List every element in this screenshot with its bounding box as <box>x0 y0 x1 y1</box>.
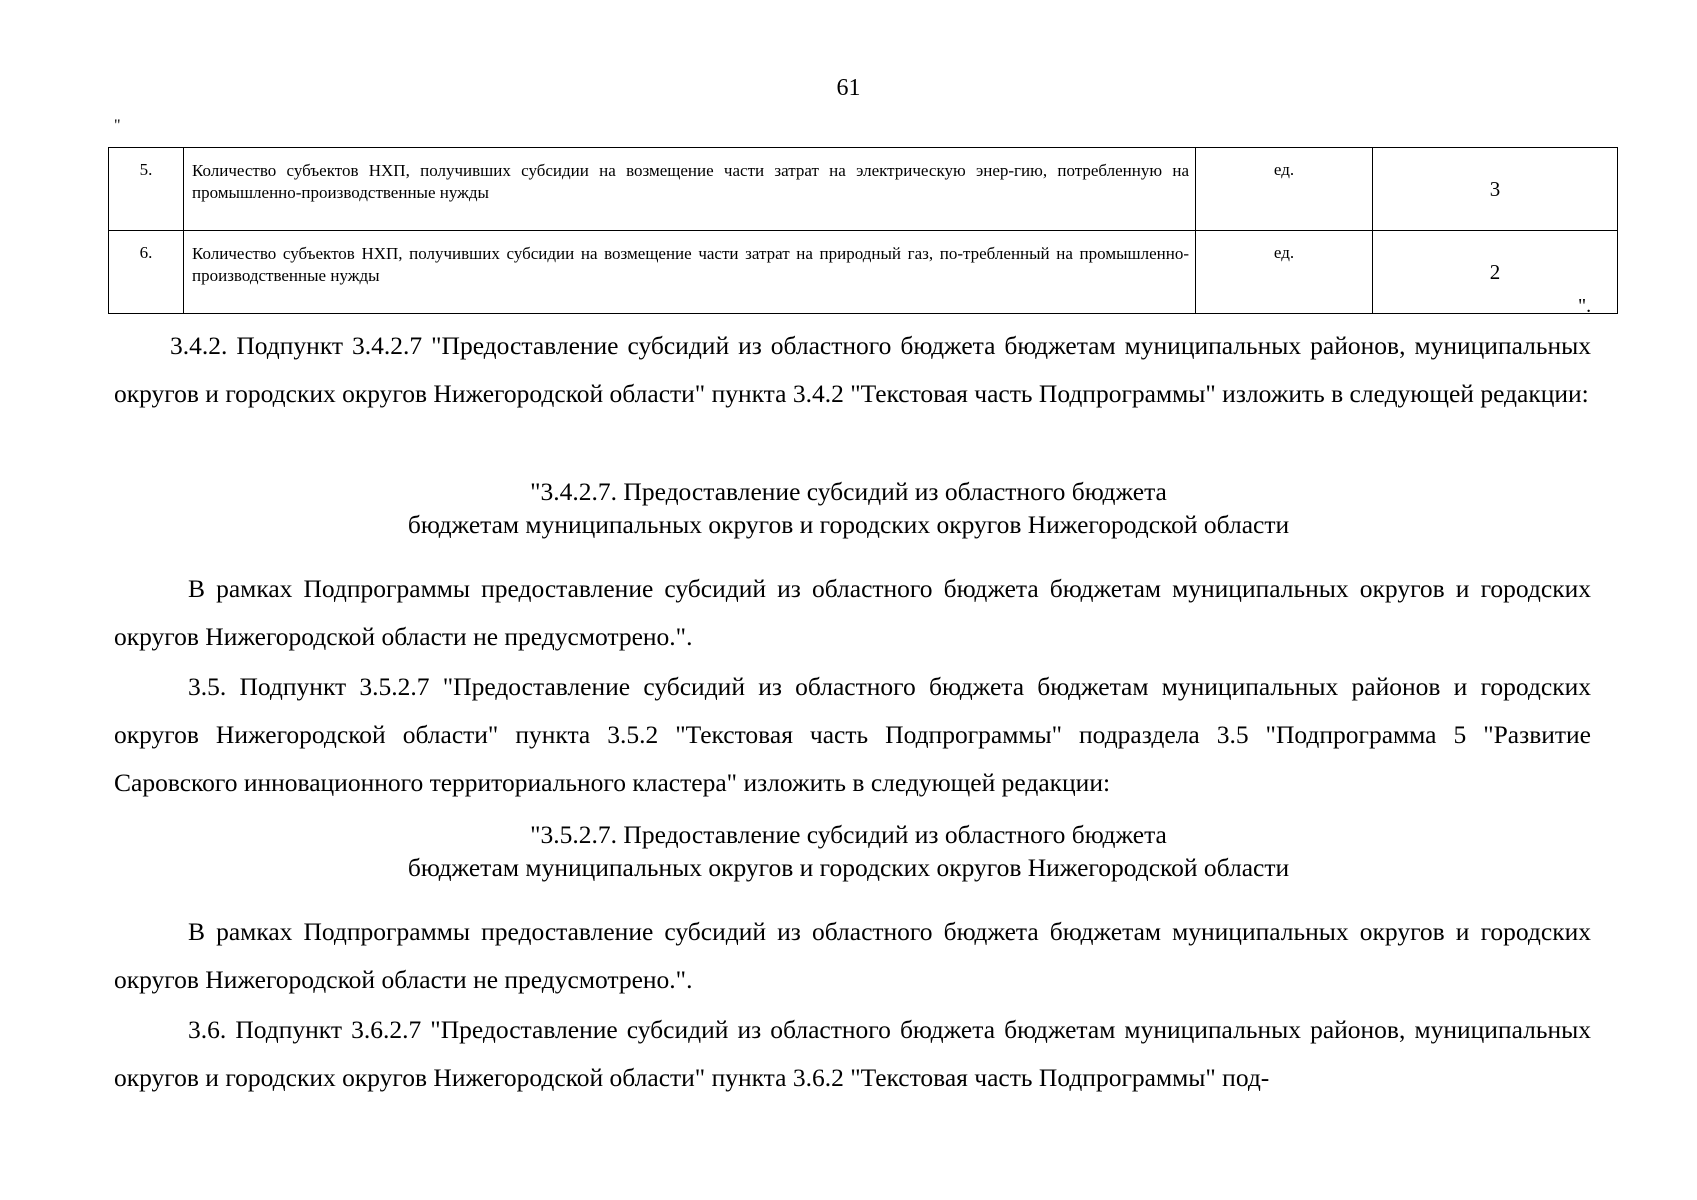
heading-line: "3.5.2.7. Предоставление субсидий из областного бюджета <box>530 820 1167 849</box>
row-number: 6. <box>109 231 184 314</box>
indicators-table <box>108 147 1618 317</box>
table-row <box>109 231 1618 314</box>
page-number: 61 <box>836 75 861 101</box>
heading-line: бюджетам муниципальных округов и городских округов Нижегородской области <box>407 510 1290 539</box>
indicator-name: Количество субъектов НХП, получивших субсидии на возмещение части затрат на электрическую энер-гию, потребленную на промышленно-производственные нужды <box>184 148 1196 231</box>
heading-3-4-2-7 <box>0 475 1697 541</box>
indicator-name: Количество субъектов НХП, получивших субсидии на возмещение части затрат на природный газ, по-требленный на промышленно-производственные нужды <box>184 231 1196 314</box>
paragraph-3-4-2: 3.4.2. Подпункт 3.4.2.7 "Предоставление субсидий из областного бюджета бюджетам муниципальных районов, муниципальных округов и городских округов Нижегородской области" пункта 3.4.2 "Текстовая часть Подпрограммы" изложить в следующей редакции: <box>114 331 1591 408</box>
paragraph-3-4-2-7-body: В рамках Подпрограммы предоставление субсидий из областного бюджета бюджетам муниципальных округов и городских округов Нижегородской области не предусмотрено.". <box>114 574 1591 651</box>
row-number: 5. <box>109 148 184 231</box>
unit-of-measure: ед. <box>1196 231 1373 314</box>
heading-line: бюджетам муниципальных округов и городских округов Нижегородской области <box>407 853 1290 882</box>
table-open-quote: " <box>114 117 121 134</box>
paragraph-3-5-2-7-body: В рамках Подпрограммы предоставление субсидий из областного бюджета бюджетам муниципальных округов и городских округов Нижегородской области не предусмотрено.". <box>114 917 1591 994</box>
indicator-value: 2 <box>1373 231 1618 314</box>
paragraph-3-5: 3.5. Подпункт 3.5.2.7 "Предоставление субсидий из областного бюджета бюджетам муниципальных районов и городских округов Нижегородской области" пункта 3.5.2 "Текстовая часть Подпрограммы" подраздела 3.5 "Подпрограмма 5 "Развитие Саровского инновационного территориального кластера" изложить в следующей редакции: <box>114 672 1591 797</box>
paragraph-3-6: 3.6. Подпункт 3.6.2.7 "Предоставление субсидий из областного бюджета бюджетам муниципальных районов, муниципальных округов и городских округов Нижегородской области" пункта 3.6.2 "Текстовая часть Подпрограммы" под- <box>114 1015 1591 1092</box>
table-row <box>109 148 1618 231</box>
indicator-value: 3 <box>1373 148 1618 231</box>
table-close-quote: ". <box>1578 295 1592 317</box>
heading-line: "3.4.2.7. Предоставление субсидий из областного бюджета <box>530 477 1167 506</box>
unit-of-measure: ед. <box>1196 148 1373 231</box>
heading-3-5-2-7 <box>0 818 1697 884</box>
